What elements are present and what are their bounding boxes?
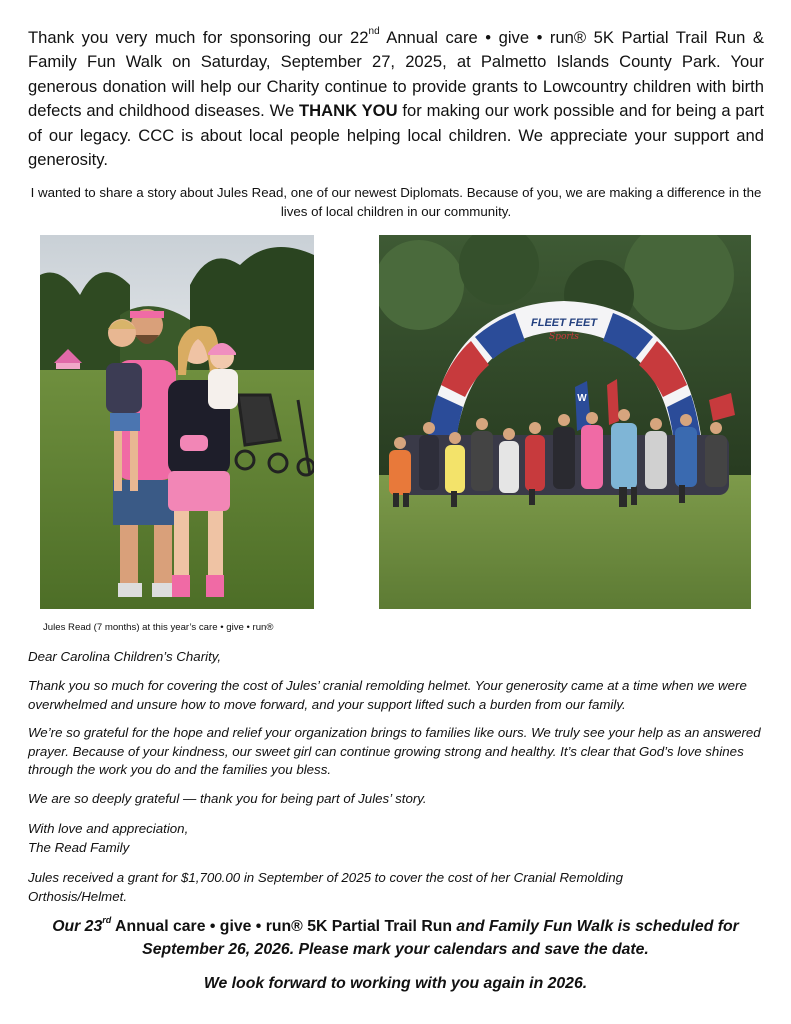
closing-text-c: and Family Fun Walk is scheduled for September 26, 2026. Please mark your calendars and save the date.: [142, 918, 739, 958]
letter-signoff-line-2: The Read Family: [28, 840, 130, 855]
save-the-date-announcement: [10, 915, 781, 961]
banner-letter: W: [577, 393, 587, 404]
arch-brand-top: FLEET FEET: [531, 317, 597, 329]
closing-ordinal-suffix: rd: [102, 914, 112, 925]
intro-paragraph: [28, 26, 764, 172]
arch-brand-bottom: Sports: [549, 332, 579, 342]
intro-text-1: Thank you very much for sponsoring our 22: [28, 28, 369, 47]
letter-paragraph-1: Thank you so much for covering the cost of Jules’ cranial remolding helmet. Your generosity came at a time when we were overwhelmed and unsure how to move forward, and your support lifted such a burden from our family.: [28, 678, 747, 712]
letter-paragraph-2: We’re so grateful for the hope and relief your organization brings to families like ours. We truly see your help as an answered prayer. Because of your kindness, our sweet girl can continue growing strong and healthy. It’s clear that God’s love shines through the work you do and the families you bless.: [28, 725, 761, 778]
letter-paragraph-3: We are so deeply grateful — thank you for being part of Jules’ story.: [28, 791, 427, 806]
photo-caption: Jules Read (7 months) at this year’s care • give • run®: [43, 622, 274, 633]
thank-you-emphasis: THANK YOU: [299, 101, 398, 121]
family-photo: [40, 235, 314, 609]
story-intro: I wanted to share a story about Jules Read, one of our newest Diplomats. Because of you, we are making a difference in the lives of local children in our community.: [30, 185, 762, 219]
look-forward-line: We look forward to working with you again in 2026.: [203, 975, 588, 992]
race-start-photo: [379, 235, 751, 609]
letter-signoff-line-1: With love and appreciation,: [28, 821, 189, 836]
intro-text-3: for making our work possible and for being a part of our legacy. CCC is about local people helping local children. We appreciate your support and generosity.: [28, 101, 764, 170]
closing-text-a: Our 23: [52, 918, 103, 935]
grant-note: Jules received a grant for $1,700.00 in September of 2025 to cover the cost of her Cranial Remolding Orthosis/Helmet.: [28, 870, 624, 904]
closing-text-b: Annual: [111, 918, 173, 935]
intro-text-2: Annual care • give • run® 5K Partial Trail Run & Family Fun Walk on Saturday, September 27, 2025, at Palmetto Islands County Park. Your generous donation will help our Charity continue to provide grants to Lowcountry children with birth defects and childhood diseases. We: [28, 28, 764, 121]
letter-salutation: Dear Carolina Children’s Charity,: [28, 649, 222, 664]
ordinal-suffix: nd: [368, 26, 380, 38]
closing-event-name: care • give • run® 5K Partial Trail Run: [172, 918, 453, 935]
